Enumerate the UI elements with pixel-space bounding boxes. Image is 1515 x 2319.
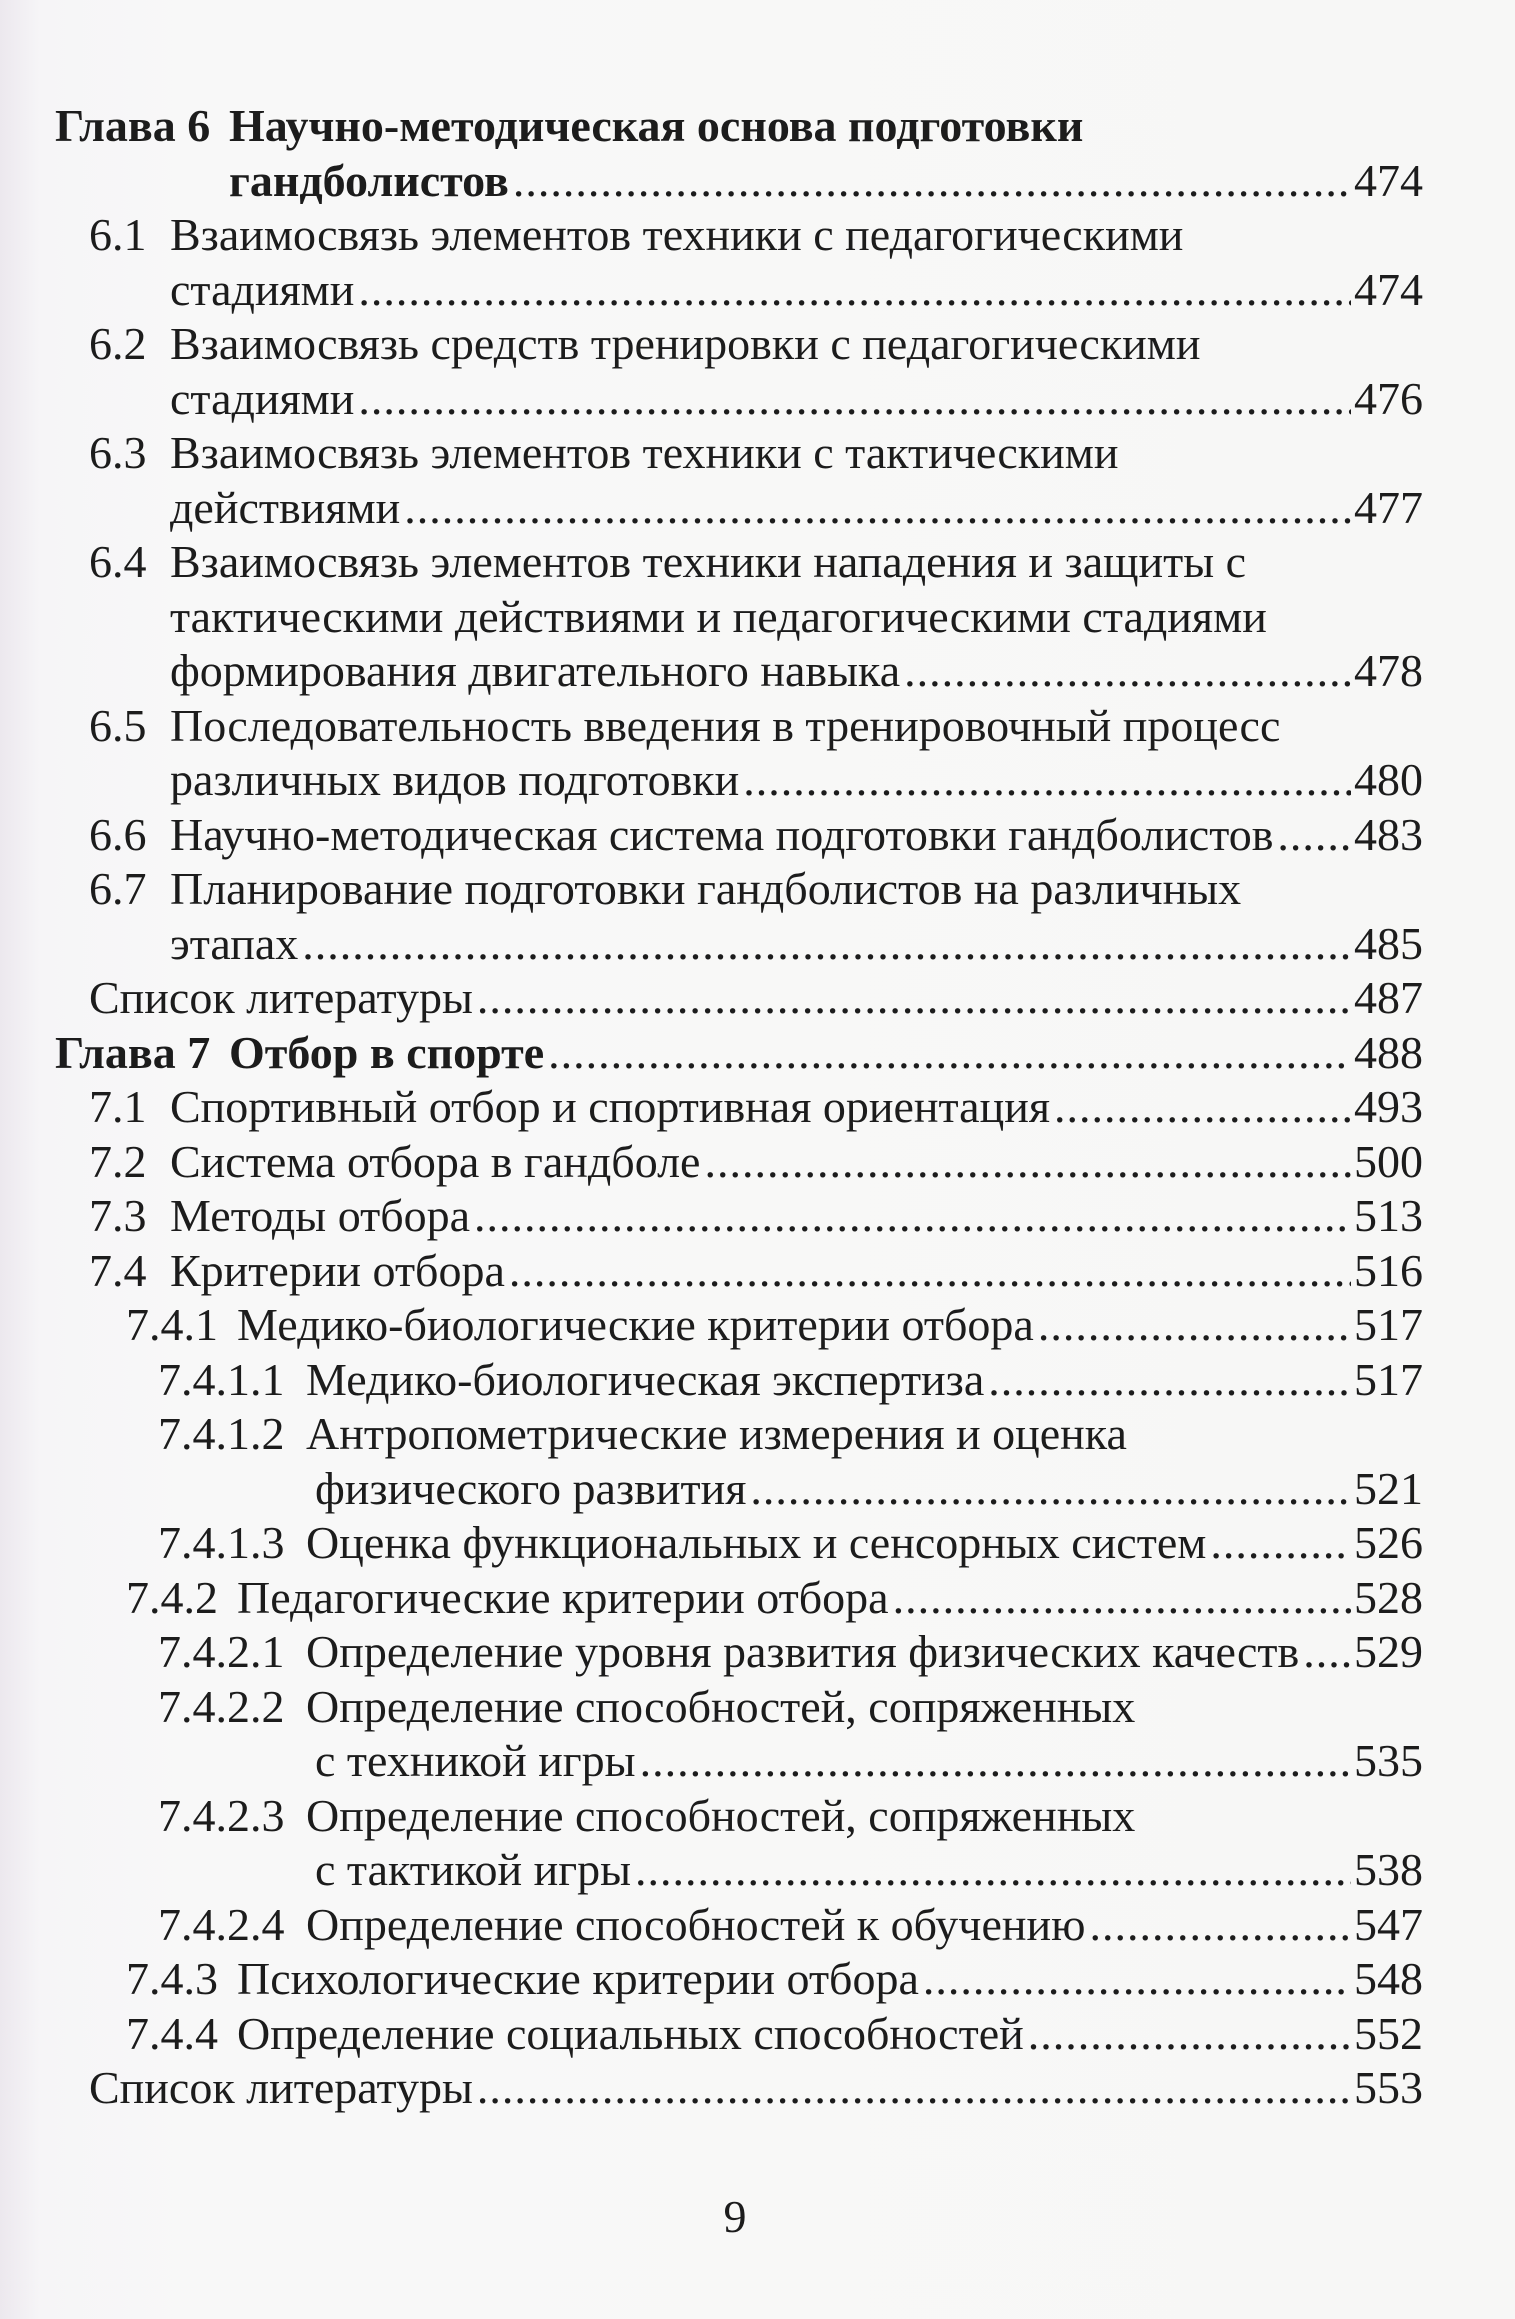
toc-title-line xyxy=(0,535,1515,590)
dot-leader xyxy=(1210,1516,1351,1571)
toc-section[interactable] xyxy=(0,1189,1515,1244)
toc-title: Список литературы xyxy=(89,972,473,1023)
toc-title: Отбор в спорте xyxy=(229,1026,545,1078)
toc-title-line xyxy=(0,154,1423,209)
toc-title: гандболистов xyxy=(229,154,509,206)
toc-title: Взаимосвязь средств тренировки с педагогическими xyxy=(170,318,1201,369)
toc-page-number: 548 xyxy=(1354,1953,1423,2004)
dot-leader xyxy=(988,1353,1351,1408)
toc-title: с техникой игры xyxy=(315,1735,636,1786)
toc-title: Медико-биологические критерии отбора xyxy=(237,1299,1034,1350)
toc-number: 7.4.2.1 xyxy=(158,1626,285,1677)
toc-page-number: 474 xyxy=(1354,154,1423,206)
toc-page-number: 476 xyxy=(1354,372,1423,424)
toc-title-line xyxy=(0,208,1515,263)
toc-number: 7.1 xyxy=(89,1081,147,1132)
toc-title: Научно-методическая основа подготовки xyxy=(229,100,1084,151)
dot-leader xyxy=(509,1244,1351,1299)
toc-title: Последовательность введения в тренировочный процесс xyxy=(170,699,1281,751)
dot-leader xyxy=(1038,1298,1351,1353)
toc-number: 7.4.1 xyxy=(126,1299,218,1350)
toc-number: 6.6 xyxy=(89,808,147,860)
toc-section[interactable] xyxy=(0,1571,1515,1626)
toc-section[interactable] xyxy=(0,1298,1515,1353)
toc-title: Антропометрические измерения и оценка xyxy=(306,1408,1127,1459)
dot-leader xyxy=(1277,808,1351,863)
toc-title: действиями xyxy=(170,481,401,533)
table-of-contents xyxy=(0,99,1515,2116)
toc-title: Определение способностей к обучению xyxy=(306,1898,1086,1950)
toc-section[interactable] xyxy=(0,317,1515,426)
dot-leader xyxy=(1303,1625,1351,1680)
toc-page-number: 480 xyxy=(1354,754,1423,805)
toc-section[interactable] xyxy=(0,1789,1515,1898)
toc-number: 7.4.1.2 xyxy=(158,1408,285,1459)
toc-title-line xyxy=(0,372,1423,427)
toc-title-line xyxy=(0,1135,1423,1190)
dot-leader xyxy=(1028,2007,1351,2062)
toc-section[interactable] xyxy=(0,1625,1515,1680)
toc-title: формирования двигательного навыка xyxy=(170,645,901,696)
toc-title: Система отбора в гандболе xyxy=(170,1135,701,1187)
toc-title-line xyxy=(0,99,1515,154)
toc-title-line xyxy=(0,1734,1423,1789)
toc-section[interactable] xyxy=(0,808,1515,863)
toc-page-number: 521 xyxy=(1354,1462,1423,1514)
toc-number: 6.5 xyxy=(89,699,147,751)
toc-title: физического развития xyxy=(315,1462,747,1514)
toc-title-line xyxy=(0,1462,1423,1517)
toc-page-number: 528 xyxy=(1354,1571,1423,1623)
toc-title-line xyxy=(0,1843,1423,1898)
dot-leader xyxy=(640,1734,1351,1789)
toc-section[interactable] xyxy=(0,1244,1515,1299)
toc-title-line xyxy=(0,317,1515,372)
toc-title: Психологические критерии отбора xyxy=(237,1953,919,2004)
toc-section[interactable] xyxy=(0,1353,1515,1408)
toc-section[interactable] xyxy=(0,699,1515,808)
toc-number: 7.4.1.3 xyxy=(158,1517,285,1568)
toc-section[interactable] xyxy=(0,1407,1515,1516)
toc-title-line xyxy=(0,1244,1423,1299)
dot-leader xyxy=(358,372,1351,427)
dot-leader xyxy=(513,154,1351,209)
toc-title-line xyxy=(0,917,1423,972)
dot-leader xyxy=(404,481,1351,536)
toc-number: 6.4 xyxy=(89,536,147,587)
toc-page-number: 493 xyxy=(1354,1081,1423,1132)
toc-number: 7.4 xyxy=(89,1244,147,1296)
toc-title-line xyxy=(0,1189,1423,1244)
toc-section[interactable] xyxy=(0,862,1515,971)
toc-section[interactable] xyxy=(0,1898,1515,1953)
toc-title: Научно-методическая система подготовки гандболистов xyxy=(170,808,1274,860)
toc-title: тактическими действиями и педагогическими стадиями xyxy=(170,590,1267,642)
dot-leader xyxy=(548,1026,1351,1081)
dot-leader xyxy=(477,2061,1351,2116)
toc-title: Оценка функциональных и сенсорных систем xyxy=(306,1517,1207,1568)
toc-title: Спортивный отбор и спортивная ориентация xyxy=(170,1081,1050,1132)
dot-leader xyxy=(635,1843,1351,1898)
toc-page-number: 474 xyxy=(1354,263,1423,315)
toc-title-line xyxy=(0,1080,1423,1135)
dot-leader xyxy=(477,971,1351,1026)
toc-title: Методы отбора xyxy=(170,1190,471,1241)
toc-title-line xyxy=(0,426,1515,481)
toc-number: Глава 7 xyxy=(55,1026,211,1078)
toc-title: Определение уровня развития физических качеств xyxy=(306,1626,1300,1677)
toc-title: с тактикой игры xyxy=(315,1844,631,1895)
dot-leader xyxy=(750,1462,1351,1517)
toc-number: 6.3 xyxy=(89,427,147,478)
toc-title-line xyxy=(0,971,1423,1026)
toc-title: Определение социальных способностей xyxy=(237,2007,1024,2059)
toc-page-number: 516 xyxy=(1354,1244,1423,1296)
toc-section[interactable] xyxy=(0,1952,1515,2007)
toc-title-line xyxy=(0,644,1423,699)
toc-page-number: 483 xyxy=(1354,808,1423,860)
toc-title: Определение способностей, сопряженных xyxy=(306,1789,1136,1841)
dot-leader xyxy=(474,1189,1351,1244)
toc-page-number: 500 xyxy=(1354,1135,1423,1187)
dot-leader xyxy=(923,1952,1351,2007)
toc-page-number: 529 xyxy=(1354,1626,1423,1677)
toc-number: 7.4.1.1 xyxy=(158,1353,285,1405)
toc-page-number: 485 xyxy=(1354,917,1423,969)
page-number: 9 xyxy=(723,2191,747,2242)
dot-leader xyxy=(743,753,1351,808)
toc-page-number: 552 xyxy=(1354,2007,1423,2059)
toc-page-number: 477 xyxy=(1354,481,1423,533)
toc-page-number: 488 xyxy=(1354,1026,1423,1078)
toc-number: 6.2 xyxy=(89,318,147,369)
toc-title: различных видов подготовки xyxy=(170,754,740,805)
toc-page-number: 487 xyxy=(1354,972,1423,1023)
dot-leader xyxy=(1089,1898,1351,1953)
toc-chapter[interactable] xyxy=(0,99,1515,208)
toc-chapter[interactable] xyxy=(0,1026,1515,1081)
toc-references[interactable] xyxy=(0,971,1515,1026)
toc-page-number: 538 xyxy=(1354,1844,1423,1895)
toc-number: Глава 6 xyxy=(55,100,211,151)
toc-page-number: 513 xyxy=(1354,1190,1423,1241)
toc-page-number: 478 xyxy=(1354,645,1423,696)
toc-title-line xyxy=(0,808,1423,863)
toc-title: Медико-биологическая экспертиза xyxy=(306,1353,985,1405)
toc-section[interactable] xyxy=(0,2007,1515,2062)
dot-leader xyxy=(704,1135,1351,1190)
toc-section[interactable] xyxy=(0,1135,1515,1190)
dot-leader xyxy=(904,644,1351,699)
toc-title: этапах xyxy=(170,917,299,969)
toc-number: 6.7 xyxy=(89,863,147,914)
dot-leader xyxy=(893,1571,1351,1626)
toc-number: 7.4.3 xyxy=(126,1953,218,2004)
toc-page-number: 517 xyxy=(1354,1353,1423,1405)
toc-section[interactable] xyxy=(0,1680,1515,1789)
toc-title-line xyxy=(0,263,1423,318)
toc-title-line xyxy=(0,1026,1423,1081)
toc-title: Взаимосвязь элементов техники с тактическими xyxy=(170,427,1119,478)
toc-section[interactable] xyxy=(0,426,1515,535)
dot-leader xyxy=(358,263,1351,318)
toc-references[interactable] xyxy=(0,2061,1515,2116)
toc-title: Взаимосвязь элементов техники нападения и защиты с xyxy=(170,536,1247,587)
toc-title: Список литературы xyxy=(89,2062,473,2113)
toc-title: стадиями xyxy=(170,263,355,315)
toc-section[interactable] xyxy=(0,208,1515,317)
toc-title: Критерии отбора xyxy=(170,1244,505,1296)
toc-title: Планирование подготовки гандболистов на различных xyxy=(170,863,1242,914)
toc-page-number: 526 xyxy=(1354,1517,1423,1568)
toc-section[interactable] xyxy=(0,535,1515,699)
toc-number: 7.3 xyxy=(89,1190,147,1241)
toc-number: 7.2 xyxy=(89,1135,147,1187)
toc-section[interactable] xyxy=(0,1516,1515,1571)
toc-page-number: 535 xyxy=(1354,1735,1423,1786)
toc-number: 7.4.2.2 xyxy=(158,1680,285,1732)
toc-page-number: 517 xyxy=(1354,1299,1423,1350)
toc-title-line xyxy=(0,481,1423,536)
toc-page-number: 553 xyxy=(1354,2062,1423,2113)
toc-title: стадиями xyxy=(170,372,355,424)
dot-leader xyxy=(1054,1080,1351,1135)
toc-title-line xyxy=(0,590,1515,645)
toc-title-line xyxy=(0,862,1515,917)
toc-title: Педагогические критерии отбора xyxy=(237,1571,889,1623)
toc-title-line xyxy=(0,753,1423,808)
toc-number: 7.4.2.4 xyxy=(158,1898,285,1950)
toc-number: 7.4.2.3 xyxy=(158,1789,285,1841)
toc-title-line xyxy=(0,699,1515,754)
toc-section[interactable] xyxy=(0,1080,1515,1135)
toc-title: Определение способностей, сопряженных xyxy=(306,1680,1136,1732)
toc-page-number: 547 xyxy=(1354,1898,1423,1950)
dot-leader xyxy=(302,917,1351,972)
toc-number: 7.4.2 xyxy=(126,1571,218,1623)
toc-number: 6.1 xyxy=(89,209,147,260)
toc-title: Взаимосвязь элементов техники с педагогическими xyxy=(170,209,1184,260)
toc-number: 7.4.4 xyxy=(126,2007,218,2059)
toc-title-line xyxy=(0,2061,1423,2116)
